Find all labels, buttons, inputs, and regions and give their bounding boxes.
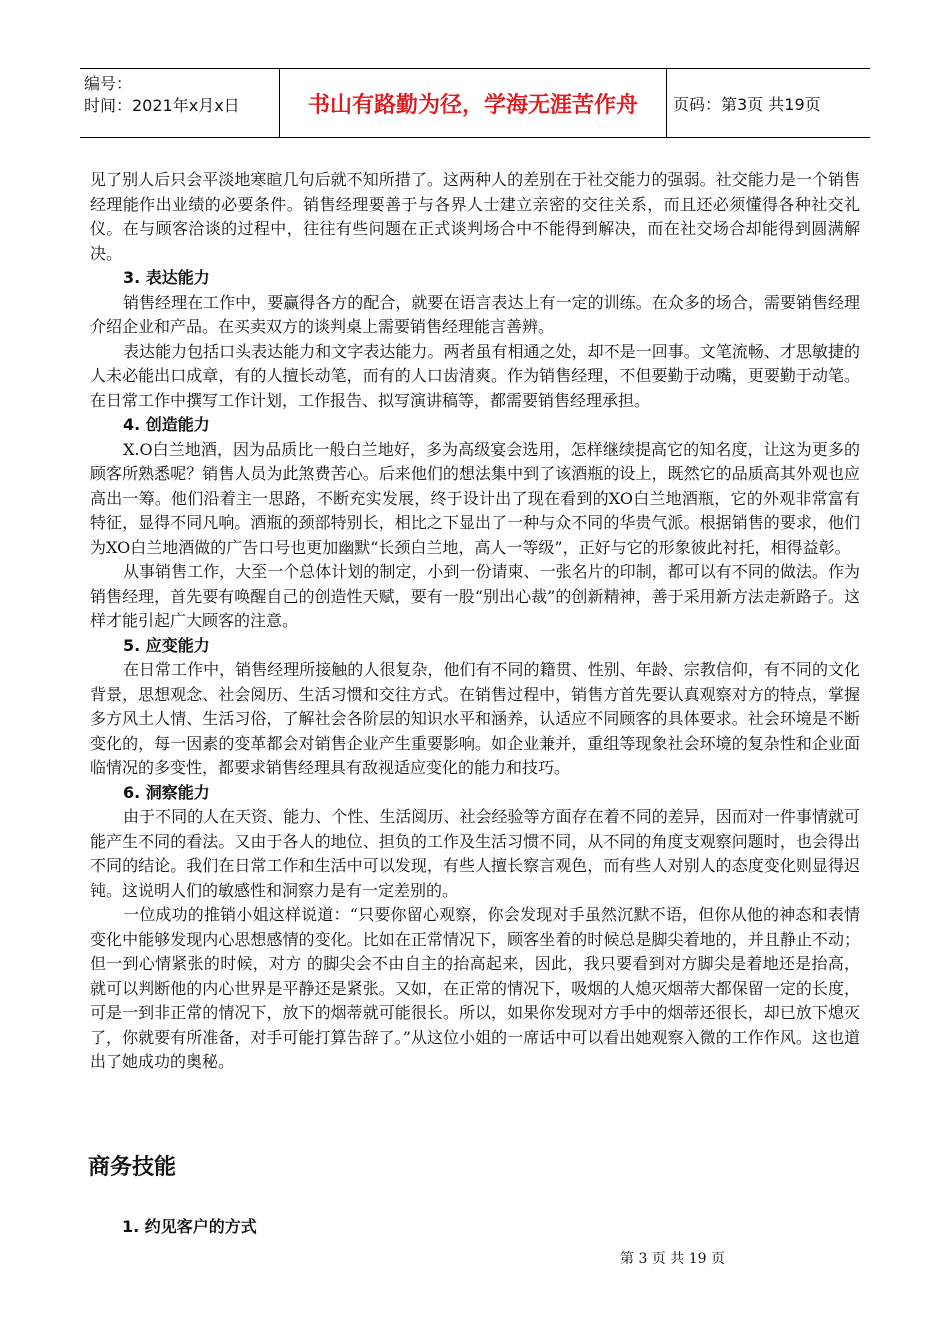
document-number-label: 编号：	[84, 74, 133, 93]
subsection-heading: 6. 洞察能力	[123, 782, 210, 802]
document-date: 时间：2021年x月x日	[84, 96, 240, 115]
header-page-info: 页码：第3页 共19页	[673, 94, 821, 114]
body-paragraph: 由于不同的人在天资、能力、个性、生活阅历、社会经验等方面存在着不同的差异，因而对一件事情就可能产生不同的看法。又由于各人的地位、担负的工作及生活习惯不同，从不同的角度支观察问题时，也会得出不同的结论。我们在日常工作和生活中可以发现，有些人擅长察言观色，而有些人对别人的态度变化则显得迟钝。这说明人们的敏感性和洞察力是有一定差别的。	[90, 807, 860, 900]
body-paragraph: 见了别人后只会平淡地寒暄几句后就不知所措了。这两种人的差别在于社交能力的强弱。社交能力是一个销售经理能作出业绩的必要条件。销售经理要善于与各界人士建立亲密的交往关系，而且还必须懂得各种社交礼仪。在与顾客洽谈的过程中，往往有些问题在正式谈判场合中不能得到解决，而在社交场合却能得到圆满解决。	[90, 170, 860, 263]
body-paragraph: X.O白兰地酒，因为品质比一般白兰地好，多为高级宴会选用，怎样继续提高它的知名度，让这为更多的顾客所熟悉呢？销售人员为此煞费苦心。后来他们的想法集中到了该酒瓶的设上，既然它的品质高其外观也应高出一筹。他们沿着主一思路，不断充实发展，终于设计出了现在看到的XO白兰地酒瓶，它的外观非常富有特征，显得不同凡响。酒瓶的颈部特别长，相比之下显出了一种与众不同的华贵气派。根据销售的要求，他们为XO白兰地酒做的广告口号也更加幽默“长颈白兰地，高人一等级”，正好与它的形象彼此衬托，相得益彰。	[90, 439, 860, 557]
subsection-heading: 5. 应变能力	[123, 635, 210, 655]
section-title: 商务技能	[88, 1155, 177, 1180]
page-header	[80, 68, 870, 138]
subsection-heading: 4. 创造能力	[123, 415, 210, 434]
body-paragraph: 销售经理在工作中，要赢得各方的配合，就要在语言表达上有一定的训练。在众多的场合，需要销售经理介绍企业和产品。在买卖双方的谈判桌上需要销售经理能言善辨。	[90, 292, 860, 336]
header-motto: 书山有路勤为径，学海无涯苦作舟	[280, 69, 667, 137]
sub-section-title: 1. 约见客户的方式	[122, 1217, 257, 1236]
subsection-heading: 3. 表达能力	[123, 268, 210, 287]
header-meta	[80, 69, 280, 137]
body-paragraph: 从事销售工作，大至一个总体计划的制定，小到一份请柬、一张名片的印制，都可以有不同的做法。作为销售经理，首先要有唤醒自己的创造性天赋，要有一股“别出心裁”的创新精神，善于采用新方法走新路子。这样才能引起广大顾客的注意。	[90, 562, 860, 630]
page-footer: 第 3 页 共 19 页	[620, 1251, 725, 1267]
body-paragraph: 一位成功的推销小姐这样说道：“只要你留心观察，你会发现对手虽然沉默不语，但你从他的神态和表情变化中能够发现内心思想感情的变化。比如在正常情况下，顾客坐着的时候总是脚尖着地的，并且静止不动；但一到心情紧张的时候，对方 的脚尖会不由自主的抬高起来，因此，我只要看到对方脚尖是着地还是抬高，就可以判断他的内心世界是平静还是紧张。又如，在正常的情况下，吸烟的人熄灭烟蒂大都保留一定的长度，可是一到非正常的情况下，放下的烟蒂就可能很长。所以，如果你发现对方手中的烟蒂还很长，却已放下熄灭了，你就要有所准备，对手可能打算告辞了。”从这位小姐的一席话中可以看出她观察入微的工作作风。这也道出了她成功的奥秘。	[90, 905, 860, 1071]
body-paragraph: 表达能力包括口头表达能力和文字表达能力。两者虽有相通之处，却不是一回事。文笔流畅、才思敏捷的人未必能出口成章，有的人擅长动笔，而有的人口齿清爽。作为销售经理，不但要勤于动嘴，更要勤于动笔。在日常工作中撰写工作计划，工作报告、拟写演讲稿等，都需要销售经理承担。	[90, 341, 860, 410]
body-paragraph: 在日常工作中，销售经理所接触的人很复杂，他们有不同的籍贯、性别、年龄、宗教信仰，有不同的文化背景，思想观念、社会阅历、生活习惯和交往方式。在销售过程中，销售方首先要认真观察对方的特点，掌握多方风土人情、生活习俗，了解社会各阶层的知识水平和涵养，认适应不同顾客的具体要求。社会环境是不断变化的，每一因素的变革都会对销售企业产生重要影响。如企业兼并，重组等现象社会环境的复杂性和企业面临情况的多变性，都要求销售经理具有敌视适应变化的能力和技巧。	[90, 660, 860, 777]
document-body	[90, 168, 860, 1075]
